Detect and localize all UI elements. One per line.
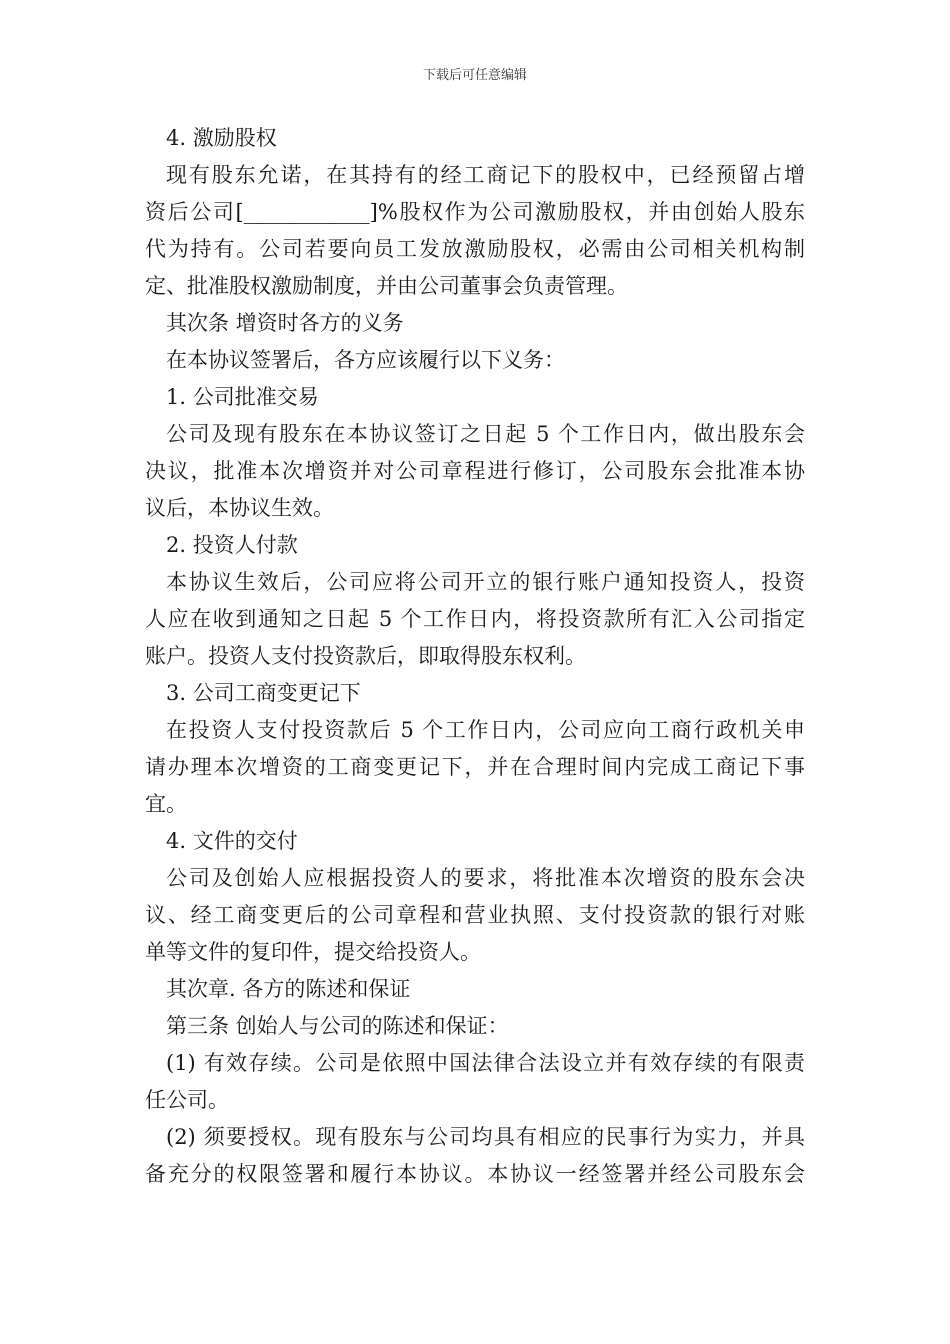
paragraph-line: 议后，本协议生效。: [145, 496, 334, 520]
section-heading: 4. 激励股权: [166, 126, 277, 150]
section-heading: 1. 公司批准交易: [166, 385, 319, 409]
section-heading: 4. 文件的交付: [166, 829, 298, 853]
section-heading: 2. 投资人付款: [166, 533, 298, 557]
paragraph-line: 账户。投资人支付投资款后，即取得股东权利。: [145, 644, 586, 668]
paragraph-line: 在投资人支付投资款后 5 个工作日内，公司应向工商行政机关申: [166, 718, 805, 742]
paragraph-line: 公司及现有股东在本协议签订之日起 5 个工作日内，做出股东会: [166, 422, 805, 446]
paragraph-line: 在本协议签署后，各方应该履行以下义务：: [166, 348, 565, 372]
paragraph-line: 人应在收到通知之日起 5 个工作日内，将投资款所有汇入公司指定: [145, 607, 805, 631]
article-heading: 第三条 创始人与公司的陈述和保证：: [166, 1014, 509, 1038]
paragraph-line: 单等文件的复印件，提交给投资人。: [145, 940, 481, 964]
paragraph-line: 任公司。: [145, 1088, 229, 1112]
paragraph-line: 决议，批准本次增资并对公司章程进行修订，公司股东会批准本协: [145, 459, 805, 483]
paragraph-line: 本协议生效后，公司应将公司开立的银行账户通知投资人，投资: [166, 570, 805, 594]
article-heading: 其次条 增资时各方的义务: [166, 311, 404, 335]
paragraph-line: 备充分的权限签署和履行本协议。本协议一经签署并经公司股东会: [145, 1162, 805, 1186]
paragraph-line: 资后公司[____________]%股权作为公司激励股权，并由创始人股东: [145, 200, 805, 224]
document-body: [145, 120, 805, 1193]
page-header: 下载后可任意编辑: [422, 68, 527, 83]
paragraph-line: 宜。: [145, 792, 187, 816]
chapter-heading: 其次章. 各方的陈述和保证: [166, 977, 411, 1001]
paragraph-line: 议、经工商变更后的公司章程和营业执照、支付投资款的银行对账: [145, 903, 805, 927]
paragraph-line: 现有股东允诺，在其持有的经工商记下的股权中，已经预留占增: [166, 163, 805, 187]
section-heading: 3. 公司工商变更记下: [166, 681, 361, 705]
paragraph-line: (1) 有效存续。公司是依照中国法律合法设立并有效存续的有限责: [166, 1051, 805, 1075]
paragraph-line: 公司及创始人应根据投资人的要求，将批准本次增资的股东会决: [166, 866, 805, 890]
paragraph-line: 请办理本次增资的工商变更记下，并在合理时间内完成工商记下事: [145, 755, 805, 779]
paragraph-line: 代为持有。公司若要向员工发放激励股权，必需由公司相关机构制: [145, 237, 805, 261]
paragraph-line: 定、批准股权激励制度，并由公司董事会负责管理。: [145, 274, 628, 298]
paragraph-line: (2) 须要授权。现有股东与公司均具有相应的民事行为实力，并具: [166, 1125, 805, 1149]
